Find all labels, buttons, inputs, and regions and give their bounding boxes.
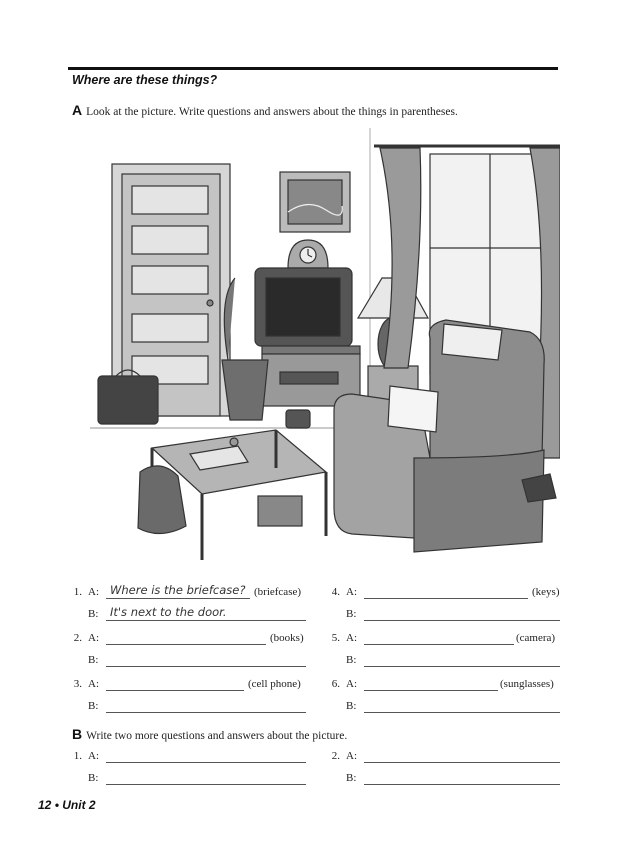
answer-a-text: Where is the briefcase? — [110, 583, 246, 597]
exercise-number: 1. — [73, 586, 82, 598]
part-b-instruction-text: Write two more questions and answers about the picture. — [86, 730, 348, 742]
armchair — [334, 320, 544, 552]
answer-line-a[interactable] — [364, 632, 514, 645]
answer-line-a[interactable] — [106, 632, 266, 645]
top-rule — [68, 67, 558, 70]
b-label: B: — [88, 700, 99, 712]
exercise-3 — [52, 678, 322, 718]
exercise-number: 5. — [331, 632, 340, 644]
a-label: A: — [346, 678, 357, 690]
answer-line-a[interactable] — [364, 750, 560, 763]
exercise-number: 6. — [331, 678, 340, 690]
b-label: B: — [346, 654, 357, 666]
section-heading: Where are these things? — [72, 73, 218, 87]
exercise-2 — [52, 632, 322, 672]
part-b-item-2 — [310, 750, 570, 790]
part-a-instruction-text: Look at the picture. Write questions and answers about the things in parentheses. — [86, 106, 458, 118]
answer-line-b[interactable] — [364, 700, 560, 713]
part-b-letter: B — [72, 726, 83, 742]
a-label: A: — [88, 750, 99, 762]
cue-label: (cell phone) — [248, 678, 301, 690]
camera — [286, 410, 310, 428]
answer-line-a[interactable] — [364, 678, 498, 691]
b-label: B: — [346, 700, 357, 712]
exercise-number: 3. — [73, 678, 82, 690]
television — [255, 268, 360, 406]
backpack — [138, 466, 186, 534]
keys — [230, 438, 238, 446]
answer-line-b[interactable] — [364, 654, 560, 667]
briefcase — [98, 370, 158, 424]
part-b-item-1 — [52, 750, 322, 790]
part-b-instruction — [72, 726, 347, 742]
a-label: A: — [346, 750, 357, 762]
answer-line-b[interactable] — [106, 700, 306, 713]
answer-line-a[interactable] — [106, 750, 306, 763]
answer-b-text: It's next to the door. — [110, 605, 227, 619]
a-label: A: — [88, 586, 99, 598]
exercise-5 — [310, 632, 570, 672]
b-label: B: — [88, 608, 99, 620]
cue-label: (camera) — [516, 632, 556, 644]
cue-label: (keys) — [532, 586, 560, 598]
page-number: 12 — [38, 798, 52, 812]
answer-line-b[interactable] — [106, 654, 306, 667]
cue-label: (sunglasses) — [500, 678, 554, 690]
footer-bullet: • — [54, 798, 59, 812]
exercise-number: 4. — [331, 586, 340, 598]
part-a-instruction — [72, 102, 458, 118]
cushion — [388, 386, 438, 432]
b-label: B: — [346, 608, 357, 620]
a-label: A: — [88, 632, 99, 644]
wall-picture — [280, 172, 350, 232]
item-number: 1. — [73, 750, 82, 762]
clock — [288, 240, 328, 268]
page-footer — [38, 798, 96, 812]
b-label: B: — [88, 654, 99, 666]
answer-line-b[interactable] — [106, 772, 306, 785]
books-stack — [258, 496, 302, 526]
living-room-illustration — [90, 128, 560, 568]
wastebasket — [222, 360, 268, 420]
exercise-1 — [52, 583, 322, 626]
b-label: B: — [346, 772, 357, 784]
answer-line-b[interactable] — [364, 608, 560, 621]
part-a-letter: A — [72, 102, 83, 118]
cue-label: (briefcase) — [254, 586, 302, 598]
a-label: A: — [346, 586, 357, 598]
b-label: B: — [88, 772, 99, 784]
cue-label: (books) — [270, 632, 304, 644]
answer-line-a[interactable] — [364, 586, 528, 599]
answer-line-a[interactable] — [106, 678, 244, 691]
a-label: A: — [88, 678, 99, 690]
unit-label: Unit 2 — [62, 798, 96, 812]
exercise-4 — [310, 586, 570, 626]
exercise-number: 2. — [73, 632, 82, 644]
item-number: 2. — [331, 750, 340, 762]
a-label: A: — [346, 632, 357, 644]
exercise-6 — [310, 678, 570, 718]
answer-line-b[interactable] — [364, 772, 560, 785]
